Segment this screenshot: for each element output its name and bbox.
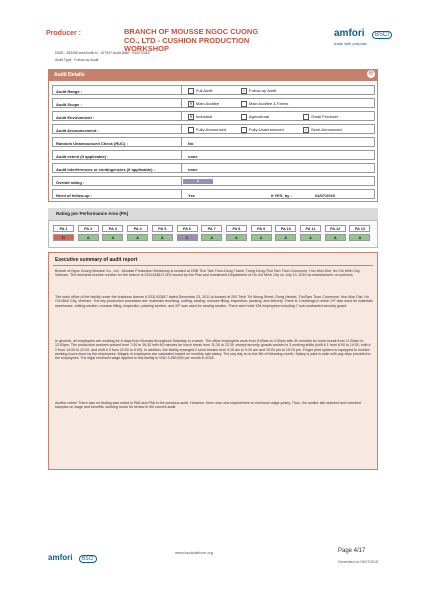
logo-tagline: trade with purpose [334,41,367,46]
summary-paragraph: In general, all employees are working for 6 days from Monday throughout Saturday in a week. The office employees work from 8:00am to 4:30pm with 30 minutes for lunch break from 11:30am to 12:00pm. The production workers worked from 7:30 to 16:30 with 60 minutes for lunch break from 11:30 to 12:30 ;except security guards worked in 3 working shifts (shift # 1 from 6:00 to 14:00, shift # 2 from 14:00 to 22:00, and shift # 3 from 22:00 to 6:00). In addition, the facility arranged 2 short breaks from 9:15 am to 9:30 am and 15:00 pm to 15:15 pm. Finger print system is equipped to monitor working hours done by the employees. Wages of employees are calculated based on monthly rate salary. The pay day is on the 5th of following month. Salary is paid in cash with pay slips provided to the employees. The legal minimum wage applied to this facility is VND 3,980,000 per month in 2018. [55,339,371,361]
follow-up-by-label: If YES, by : [271,192,292,198]
industrial-option: ✕ Industrial [189,114,213,120]
audit-meta-line: DBID : 353266 and Audit Id : 107947 Audit Date : 04/07/2018 [55,51,150,55]
summary-paragraph: Branch of Ngoc Cuong Mousse Co., Ltd - Mousse Production Workshop is located at 2/5B Thoi Tam Thon-Dong Thanh, Trung Dong-Thoi Tam Thon Commune, Hoc Mon Dist, Ho Chi Minh City, Vietnam. The business license number for the branch is 0311433817-001 issued by the Plan and Investment Department of Ho Chi Minh City on July 13, 2015 as manufacturer of cushions. [55,269,361,278]
footer-logo [48,547,97,565]
audit-extent-value: none [188,153,198,159]
pa-rating-cell: A [78,234,99,241]
bsci-logo: BSCI [372,31,392,39]
row-label: Overall rating : [56,179,85,185]
footer-bsci-logo: BSCI [79,555,97,563]
follow-up-value: Yes [188,192,195,198]
audit-details-title: Audit Details [54,72,85,78]
row-label: Audit Range : [56,88,82,94]
pa-header: PA 13 [349,225,370,232]
pa-rating-cell: A [349,234,370,241]
page-number: Page 4/17 [338,548,366,554]
pa-rating-title: Rating per Performance Area (PA) [56,211,129,216]
audit-details-header [48,69,378,81]
ruc-value: No [188,140,194,146]
ruc-row [52,137,375,147]
pa-header: PA 1 [53,225,74,232]
producer-name: BRANCH OF MOUSSE NGOC CUONG CO., LTD - CUSHION PRODUCTION WORKSHOP [124,27,259,53]
small-producer-option: Small Producer [303,114,338,120]
row-label: Audit Scope : [56,101,82,107]
interferences-row [52,163,375,173]
producer-label: Producer : [46,30,82,37]
report-header [36,26,396,70]
pa-header: PA 7 [201,225,222,232]
row-label: Audit Environment : [56,114,95,120]
row-label: Audit interferences or contingencies (if applicable) : [56,166,155,172]
main-auditee-farms-option: Main Auditee & Farms [241,101,288,107]
pa-rating-cell: A [275,234,296,241]
agricultural-option: Agricultural [241,114,269,120]
amfori-logo: amfori [334,28,365,39]
pa-rating-cell: A [226,234,247,241]
footer-amfori-logo: amfori [48,553,73,562]
overall-rating-row [52,176,375,186]
pa-rating-cell: A [152,234,173,241]
row-label: Audit Announcement : [56,127,99,133]
pa-rating-cell: C [177,234,198,241]
follow-up-audit-option: ✓ Follow-up Audit [242,88,277,94]
pa-rating-cell: A [127,234,148,241]
pa-header: PA 6 [177,225,198,232]
audit-scope-row [52,98,375,108]
pa-header: PA 3 [102,225,123,232]
pa-rating-cell: A [325,234,346,241]
audit-type-line: Audit Type : Follow-up Audit [55,58,99,62]
pa-header: PA 2 [78,225,99,232]
pa-rating-cell: D [53,234,74,241]
pa-header: PA 12 [325,225,346,232]
audit-environment-row [52,111,375,121]
fully-announced-option: Fully-Announced [188,127,226,133]
audit-announcement-row [52,124,375,134]
pa-header: PA 5 [152,225,173,232]
pa-header: PA 8 [226,225,247,232]
pa-rating-header [48,208,378,220]
fully-unannounced-option: Fully-Unannounced [241,127,284,133]
pa-rating-cell: A [102,234,123,241]
pa-header: PA 10 [275,225,296,232]
interferences-value: none [188,166,198,172]
pa-rating-table [48,220,378,248]
globe-icon: ⊕ [368,70,374,77]
executive-summary-title: Executive summary of audit report [55,257,138,263]
main-auditee-option: ✕ Main Auditee [189,101,220,107]
follow-up-by-date: 04/07/2019 [315,192,336,198]
pa-header: PA 11 [300,225,321,232]
follow-up-row [52,189,375,199]
summary-paragraph: Auditor noted: There was no finding was noted in PA5 and PA6 in the previous audit. However, there was new requirement on minimum wage yearly. Thus, the auditor still selected and checked samples on wage and benefits, working hours for review in the current audit. [55,401,361,410]
audit-range-row [52,85,375,95]
row-label: Audit extent (if applicable) : [56,153,109,159]
summary-paragraph: The main office of the facility under the business license # 0311433817 dated December 23, 2011 is located at 200 Trinh Thi Mieng Street, Dong Hamlet, ThoiTam Thon Commune, Hoc Mon Dist, Ho Chi Minh City, Vietnam. The key production processes are: materials receiving, cutting, sewing, mousse filling, inspection, packing, and delivery. There is 1 buildings in which 1/F was used for materials warehouse, cutting section, mousse filling, inspection, packing section, and 2/F was used for sewing section. There were total 128 employees including 7 sub-contracted security guard. [55,295,373,308]
executive-summary [48,252,378,470]
footer-url[interactable]: www.bsciplatform.org [175,550,214,555]
full-audit-option: Full Audit [188,88,212,94]
pa-rating-cell: A [201,234,222,241]
pa-rating-cell: A [300,234,321,241]
generated-date: Generated on 09/07/2018 [338,560,378,564]
row-label: Random Unannounced Check (RUC) : [56,140,128,146]
pa-header: PA 9 [251,225,272,232]
overall-rating-badge: C [183,179,213,184]
row-label: Need of follow-up : [56,192,92,198]
audit-extent-row [52,150,375,160]
semi-announced-option: ✓ Semi-Announced [304,127,342,133]
audit-details-panel [48,81,378,202]
pa-rating-cell: A [251,234,272,241]
pa-header: PA 4 [127,225,148,232]
